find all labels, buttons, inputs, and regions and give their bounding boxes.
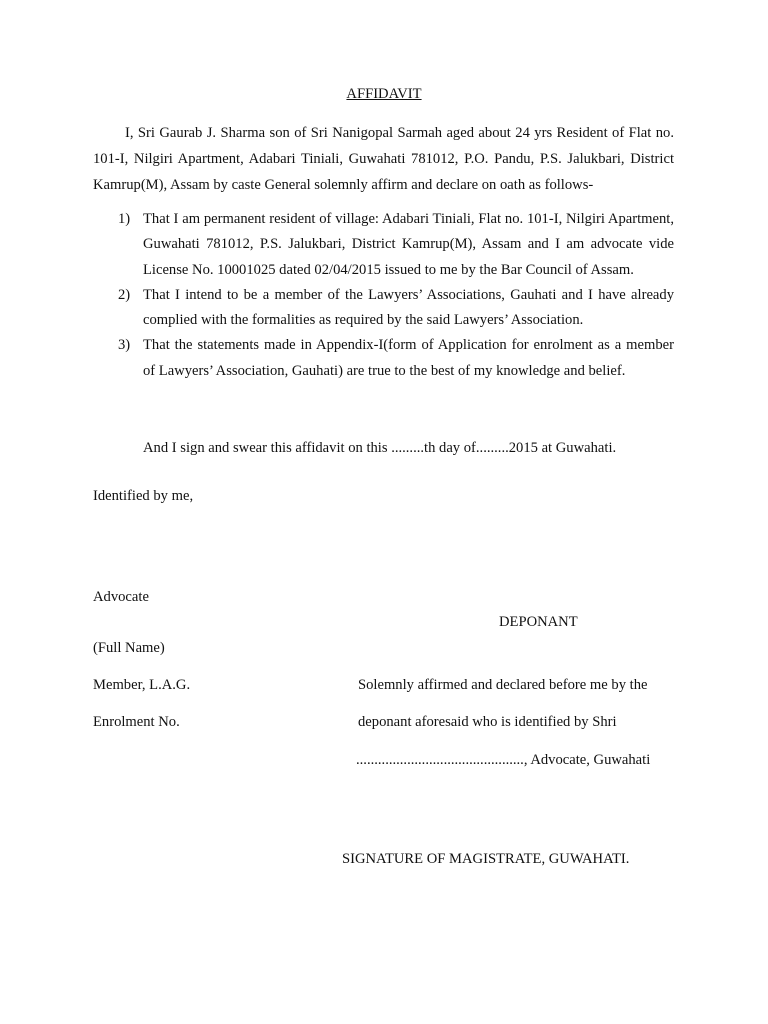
closing-statement: And I sign and swear this affidavit on this .........th day of.........2015 at Guwahati.: [143, 440, 617, 456]
advocate-label: Advocate: [93, 589, 149, 605]
intro-paragraph: I, Sri Gaurab J. Sharma son of Sri Nanigopal Sarmah aged about 24 yrs Resident of Flat no. 101-I, Nilgiri Apartment, Adabari Tiniali, Guwahati 781012, P.O. Pandu, P.S. Jalukbari, District Kamrup(M), Assam by caste General solemnly affirm and declare on oath as follows-: [93, 125, 674, 193]
list-item-text: That I am permanent resident of village: Adabari Tiniali, Flat no. 101-I, Nilgiri Apartment, Guwahati 781012, P.S. Jalukbari, District Kamrup(M), Assam and I am advocate vide License No. 10001025 dated 02/04/2015 issued to me by the Bar Council of Assam.: [143, 211, 674, 278]
list-item-number: 2): [118, 286, 131, 303]
solemn-affirmation-line-1: Solemnly affirmed and declared before me by the: [358, 677, 648, 693]
list-item-text: That the statements made in Appendix-I(form of Application for enrolment as a member of Lawyers’ Association, Gauhati) are true to the best of my knowledge and belief.: [143, 337, 674, 379]
enrolment-label: Enrolment No.: [93, 714, 180, 730]
solemn-affirmation-line-3: .............................................., Advocate, Guwahati: [356, 752, 651, 768]
list-item-number: 3): [118, 337, 131, 354]
list-item-number: 1): [118, 211, 131, 227]
identified-by-label: Identified by me,: [93, 488, 194, 504]
list-item: [93, 283, 674, 334]
full-name-label: (Full Name): [93, 640, 165, 656]
magistrate-signature-label: SIGNATURE OF MAGISTRATE, GUWAHATI.: [342, 851, 630, 867]
list-item-text: That I intend to be a member of the Lawyers’ Associations, Gauhati and I have already complied with the formalities as required by the said Lawyers’ Association.: [143, 286, 674, 329]
deponent-label: DEPONANT: [499, 614, 578, 630]
document-title: AFFIDAVIT: [346, 86, 422, 102]
solemn-affirmation-line-2: deponant aforesaid who is identified by Shri: [358, 714, 617, 730]
list-item: [93, 207, 674, 283]
list-item: [93, 333, 674, 384]
declaration-list: [93, 207, 674, 384]
member-label: Member, L.A.G.: [93, 677, 191, 693]
